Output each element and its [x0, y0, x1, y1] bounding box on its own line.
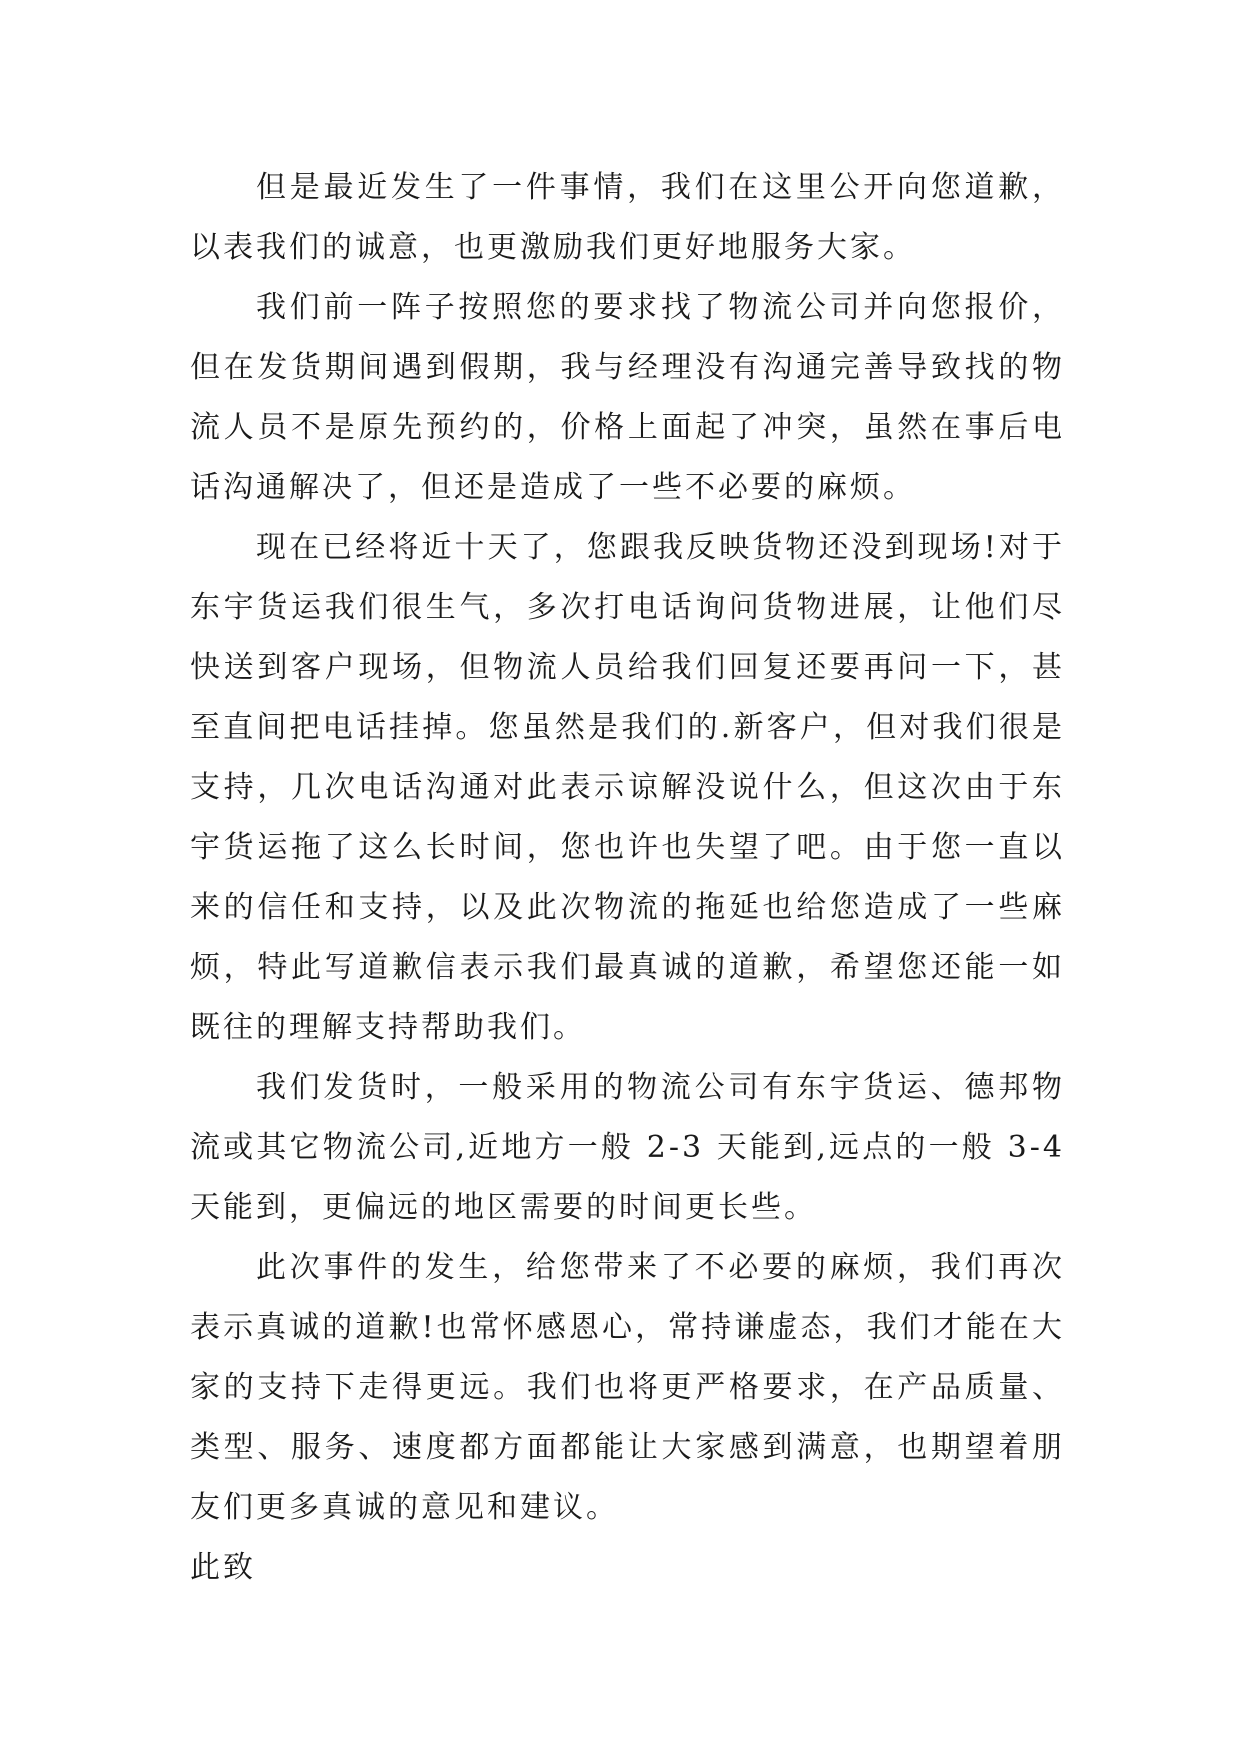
paragraph-2: 我们前一阵子按照您的要求找了物流公司并向您报价，但在发货期间遇到假期，我与经理没有沟通完善导致找的物流人员不是原先预约的，价格上面起了冲突，虽然在事后电话沟通解决了，但还是造成了一些不必要的麻烦。 — [190, 290, 1065, 505]
closing-salutation: 此致 — [190, 1550, 256, 1585]
paragraph-1: 但是最近发生了一件事情，我们在这里公开向您道歉，以表我们的诚意，也更激励我们更好地服务大家。 — [190, 170, 1065, 265]
paragraph-5: 此次事件的发生，给您带来了不必要的麻烦，我们再次表示真诚的道歉!也常怀感恩心，常持谦虚态，我们才能在大家的支持下走得更远。我们也将更严格要求，在产品质量、类型、服务、速度都方面都能让大家感到满意，也期望着朋友们更多真诚的意见和建议。 — [190, 1250, 1065, 1525]
letter-body — [190, 158, 1078, 1598]
paragraph-3: 现在已经将近十天了，您跟我反映货物还没到现场!对于东宇货运我们很生气，多次打电话询问货物进展，让他们尽快送到客户现场，但物流人员给我们回复还要再问一下，甚至直间把电话挂掉。您虽然是我们的.新客户，但对我们很是支持，几次电话沟通对此表示谅解没说什么，但这次由于东宇货运拖了这么长时间，您也许也失望了吧。由于您一直以来的信任和支持，以及此次物流的拖延也给您造成了一些麻烦，特此写道歉信表示我们最真诚的道歉，希望您还能一如既往的理解支持帮助我们。 — [190, 530, 1065, 1045]
paragraph-4: 我们发货时，一般采用的物流公司有东宇货运、德邦物流或其它物流公司,近地方一般 2-3 天能到,远点的一般 3-4 天能到，更偏远的地区需要的时间更长些。 — [190, 1070, 1078, 1225]
